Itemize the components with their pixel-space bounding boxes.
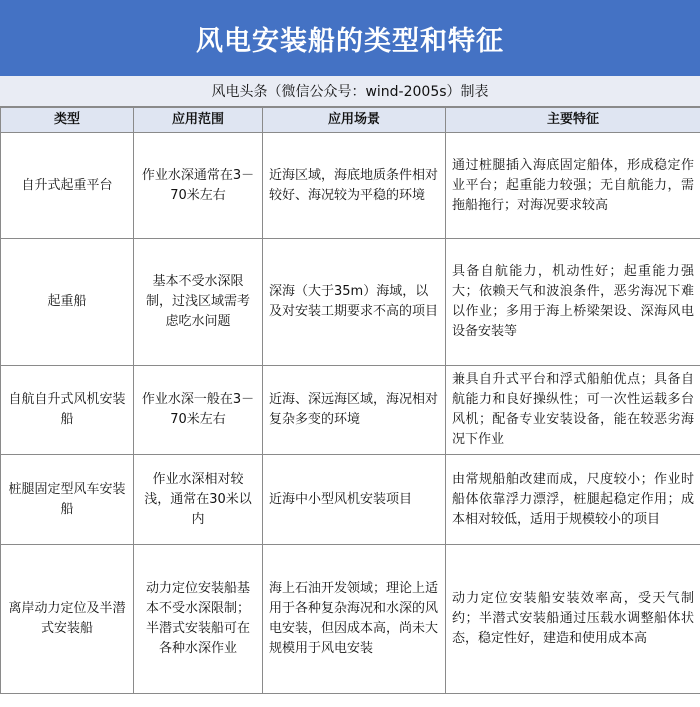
subtitle: 风电头条（微信公众号：wind-2005s）制表 — [211, 84, 489, 100]
subtitle-bar — [0, 76, 700, 107]
header-type: 类型 — [1, 108, 134, 133]
table-row — [1, 545, 700, 694]
cell-range: 基本不受水深限制，过浅区域需考虑吃水问题 — [134, 239, 263, 366]
cell-type: 自升式起重平台 — [1, 133, 134, 239]
table-row — [1, 239, 700, 366]
cell-scenario: 海上石油开发领域；理论上适用于各种复杂海况和水深的风电安装，但因成本高，尚未大规模用于风电安装 — [263, 545, 446, 694]
header-features: 主要特征 — [446, 108, 700, 133]
cell-range: 作业水深一般在3－70米左右 — [134, 366, 263, 455]
ship-type-table — [0, 107, 700, 694]
cell-range: 作业水深相对较浅，通常在30米以内 — [134, 455, 263, 545]
cell-type: 离岸动力定位及半潜式安装船 — [1, 545, 134, 694]
cell-features: 由常规船舶改建而成，尺度较小；作业时船体依靠浮力漂浮，桩腿起稳定作用；成本相对较低，适用于规模较小的项目 — [446, 455, 700, 545]
table-row — [1, 366, 700, 455]
cell-scenario: 深海（大于35m）海域，以及对安装工期要求不高的项目 — [263, 239, 446, 366]
cell-features: 通过桩腿插入海底固定船体，形成稳定作业平台；起重能力较强；无自航能力，需拖船拖行；对海况要求较高 — [446, 133, 700, 239]
table-row — [1, 133, 700, 239]
cell-scenario: 近海、深远海区域，海况相对复杂多变的环境 — [263, 366, 446, 455]
cell-type: 自航自升式风机安装船 — [1, 366, 134, 455]
header-range: 应用范围 — [134, 108, 263, 133]
cell-range: 作业水深通常在3－70米左右 — [134, 133, 263, 239]
table-row — [1, 455, 700, 545]
cell-range: 动力定位安装船基本不受水深限制；半潜式安装船可在各种水深作业 — [134, 545, 263, 694]
title-banner — [0, 0, 700, 76]
page-title: 风电安装船的类型和特征 — [196, 25, 504, 57]
header-scenario: 应用场景 — [263, 108, 446, 133]
cell-type: 起重船 — [1, 239, 134, 366]
cell-features: 具备自航能力，机动性好；起重能力强大；依赖天气和波浪条件，恶劣海况下难以作业；多用于海上桥梁架设、深海风电设备安装等 — [446, 239, 700, 366]
cell-type: 桩腿固定型风车安装船 — [1, 455, 134, 545]
table-header-row — [1, 108, 700, 133]
cell-features: 动力定位安装船安装效率高，受天气制约；半潜式安装船通过压载水调整船体状态，稳定性好，建造和使用成本高 — [446, 545, 700, 694]
cell-scenario: 近海区域，海底地质条件相对较好、海况较为平稳的环境 — [263, 133, 446, 239]
cell-features: 兼具自升式平台和浮式船舶优点；具备自航能力和良好操纵性；可一次性运载多台风机；配备专业安装设备，能在较恶劣海况下作业 — [446, 366, 700, 455]
cell-scenario: 近海中小型风机安装项目 — [263, 455, 446, 545]
